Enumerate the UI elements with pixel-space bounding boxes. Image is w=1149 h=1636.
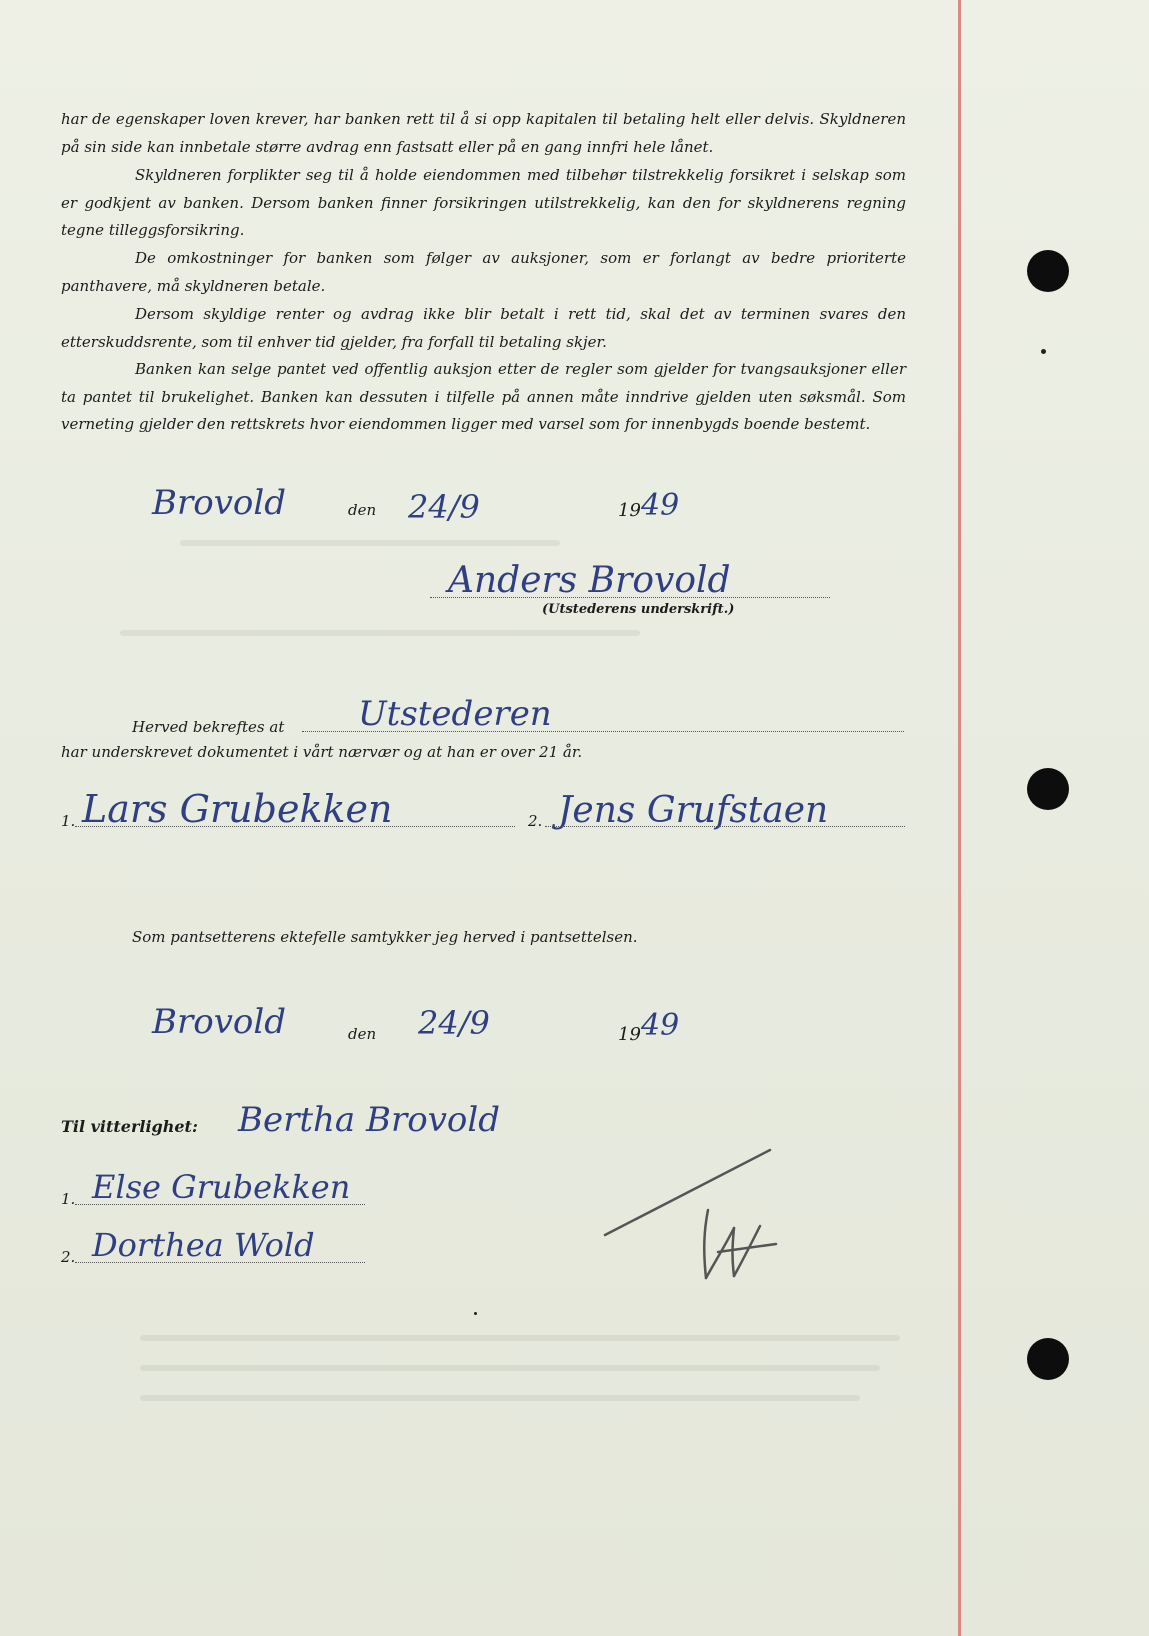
witness-number-1: 1. — [61, 812, 76, 830]
punch-hole-bottom — [1027, 1338, 1069, 1380]
paragraph-auction-costs: De omkostninger for banken som følger av auksjoner, som er forlangt av bedre prioriterte panthavere, må skyldneren betale. — [61, 249, 906, 295]
year-suffix-handwritten: 49 — [641, 488, 680, 523]
year-suffix-handwritten-2: 49 — [641, 1008, 680, 1043]
confirmation-label: Herved bekreftes at — [132, 718, 285, 736]
punch-hole-top — [1027, 250, 1069, 292]
year-prefix: 19 — [618, 500, 641, 521]
bleed-through — [140, 1335, 900, 1341]
spouse-signature: Bertha Brovold — [238, 1100, 501, 1140]
signature-line — [430, 597, 830, 598]
attestation-witness-signature-2: Dorthea Wold — [92, 1226, 315, 1264]
spouse-consent-text: Som pantsetterens ektefelle samtykker jeg herved i pantsettelsen. — [132, 928, 638, 946]
paragraph-insurance: Skyldneren forplikter seg til å holde eiendommen med tilbehør tilstrekkelig forsikret i selskap som er godkjent av banken. Dersom banken finner forsikringen utilstrekkelig, kan den for skyldnerens regning tegne tilleggsforsikring. — [61, 166, 906, 240]
bleed-through — [120, 630, 640, 636]
initials-mark — [600, 1140, 800, 1290]
den-label: den — [348, 501, 377, 519]
attestation-witness-number-1: 1. — [61, 1190, 76, 1208]
bleed-through — [140, 1395, 860, 1401]
bleed-through — [180, 540, 560, 546]
margin-line — [958, 0, 961, 1636]
witness-line-1 — [75, 826, 515, 827]
date-handwritten-2: 24/9 — [418, 1004, 490, 1042]
witness-signature-2: Jens Grufstaen — [558, 790, 829, 831]
attestation-label: Til vitterlighet: — [61, 1117, 198, 1136]
witness-signature-1: Lars Grubekken — [82, 787, 393, 831]
place-handwritten: Brovold — [152, 483, 287, 523]
attestation-witness-line-2 — [75, 1262, 365, 1263]
paragraph-late-interest: Dersom skyldige renter og avdrag ikke blir betalt i rett tid, skal det av terminen svares den etterskuddsrente, som til enhver tid gjelder, fra forfall til betaling skjer. — [61, 305, 906, 351]
ink-speck — [474, 1312, 477, 1315]
issuer-signature: Anders Brovold — [448, 560, 731, 601]
paragraph-termination: har de egenskaper loven krever, har banken rett til å si opp kapitalen til betaling helt eller delvis. Skyldneren på sin side kan innbetale større avdrag enn fastsatt eller på en gang innfri hele lånet. — [61, 110, 906, 156]
confirmation-line — [302, 731, 904, 732]
place-handwritten-2: Brovold — [152, 1002, 287, 1042]
den-label-2: den — [348, 1025, 377, 1043]
attestation-witness-number-2: 2. — [61, 1248, 76, 1266]
witness-number-2: 2. — [528, 812, 543, 830]
confirmation-statement: har underskrevet dokumentet i vårt nærvær og at han er over 21 år. — [61, 743, 583, 761]
issuer-caption: (Utstederens underskrift.) — [542, 602, 735, 617]
attestation-witness-line-1 — [75, 1204, 365, 1205]
bleed-through — [140, 1365, 880, 1371]
punch-hole-middle — [1027, 768, 1069, 810]
year-prefix-2: 19 — [618, 1024, 641, 1045]
date-handwritten: 24/9 — [408, 488, 480, 526]
ink-speck — [1041, 349, 1046, 354]
paragraph-foreclosure: Banken kan selge pantet ved offentlig auksjon etter de regler som gjelder for tvangsauksjoner eller ta pantet til brukelighet. Banken kan dessuten i tilfelle på annen måte inndrive gjelden uten søksmål. Som verneting gjelder den rettskrets hvor eiendommen ligger med varsel som for innenbygds boende bestemt. — [61, 360, 906, 434]
confirmation-handwritten: Utstederen — [358, 694, 552, 734]
attestation-witness-signature-1: Else Grubekken — [92, 1168, 351, 1206]
witness-line-2 — [545, 826, 905, 827]
